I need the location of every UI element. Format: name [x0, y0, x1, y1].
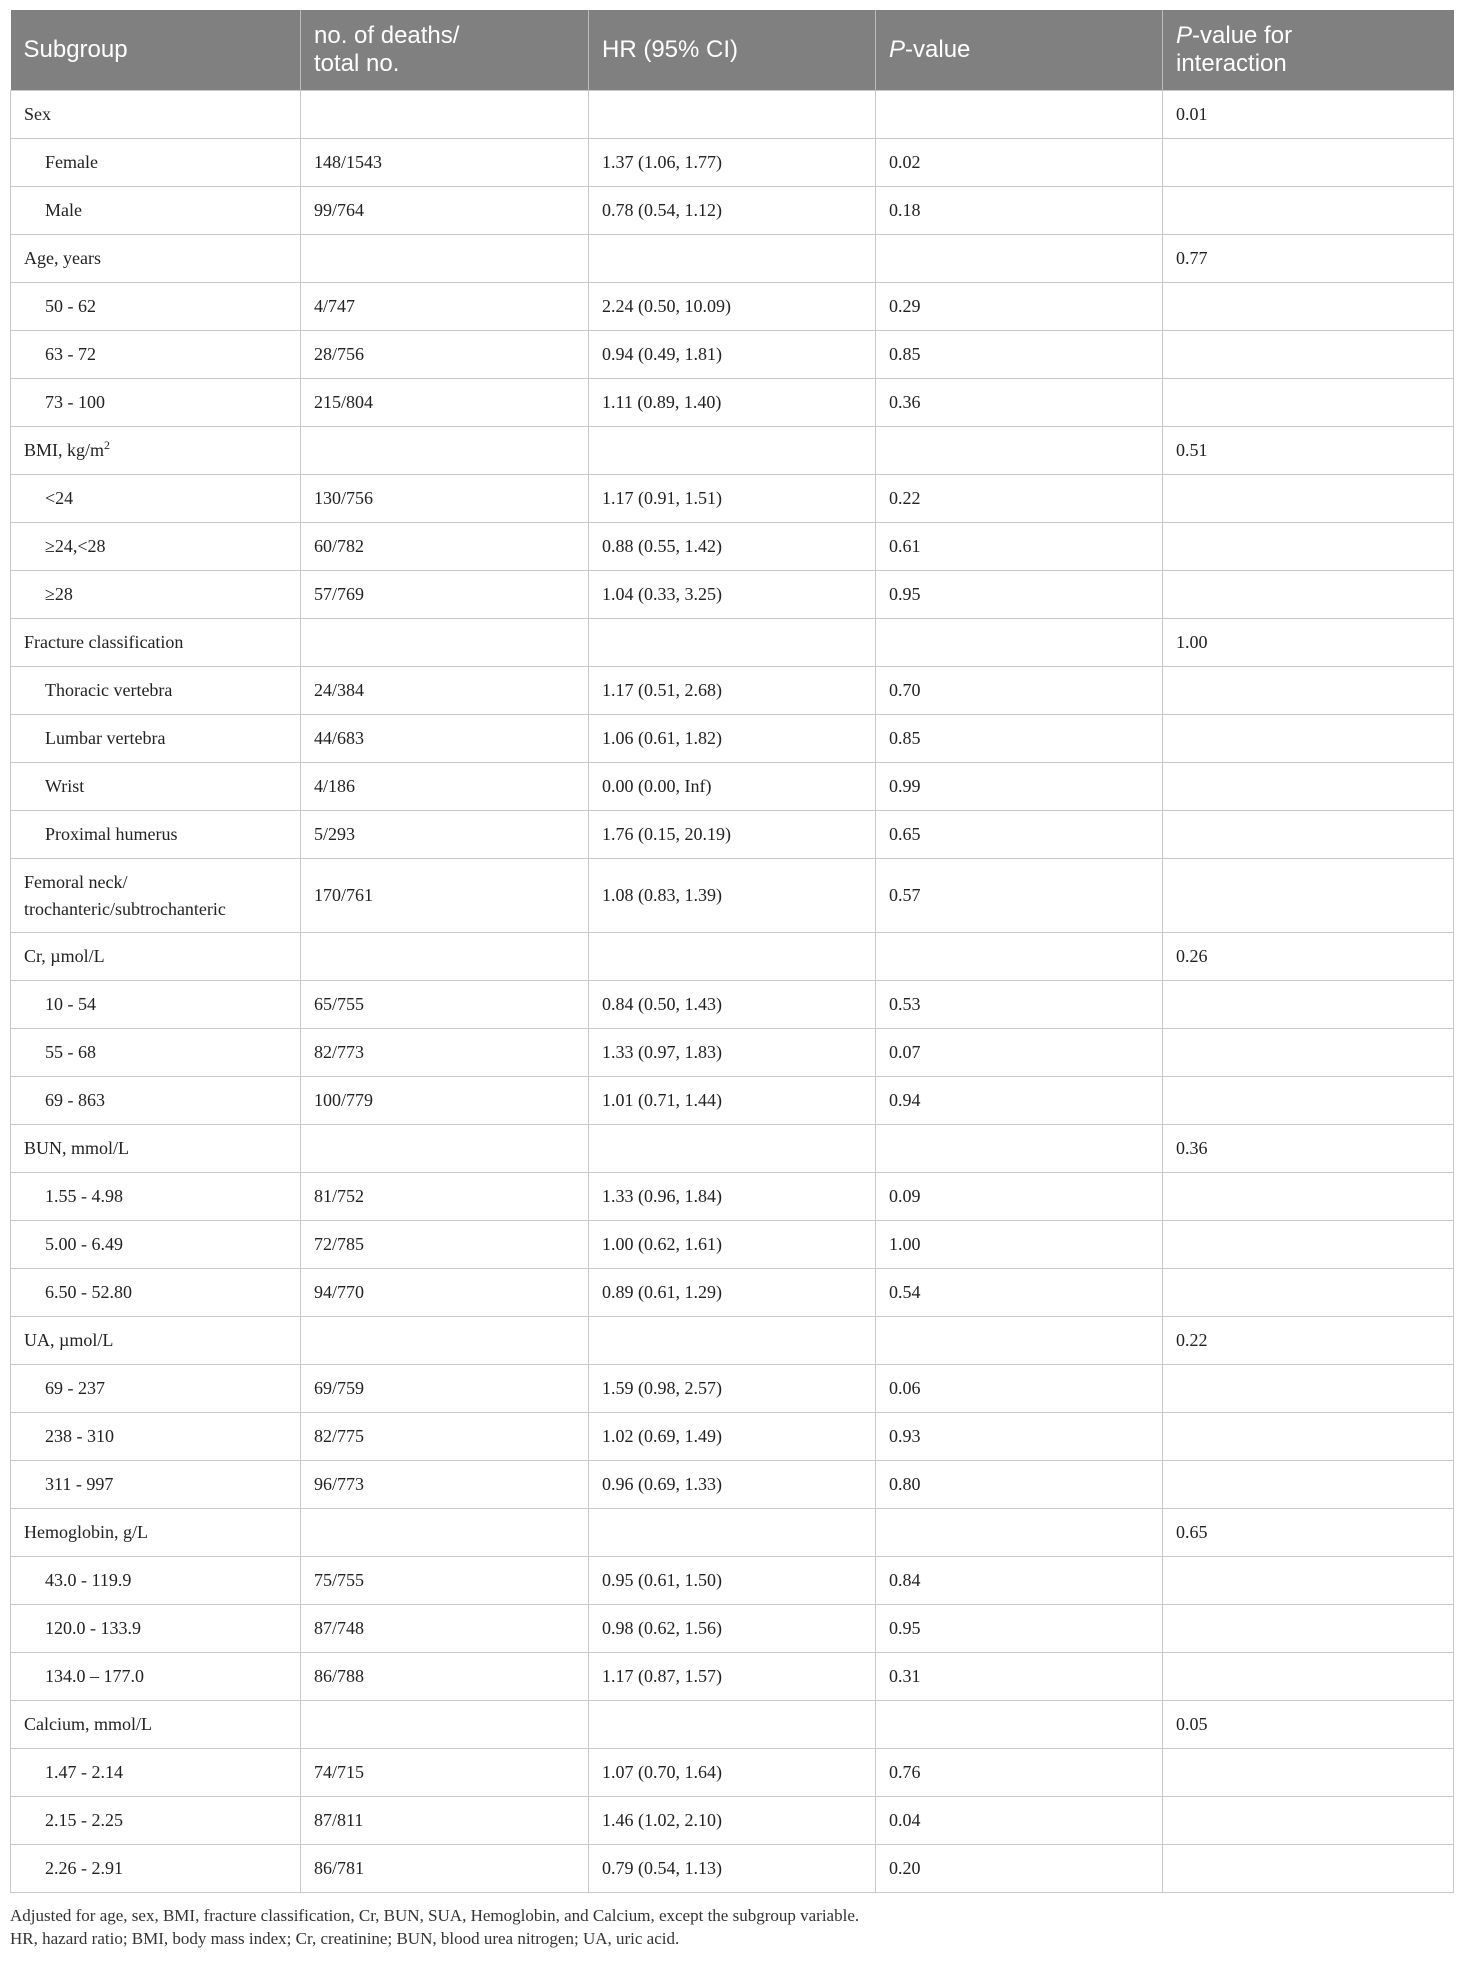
p-value-cell: [876, 235, 1163, 283]
deaths-cell: 74/715: [301, 1749, 589, 1797]
deaths-cell: 4/747: [301, 283, 589, 331]
deaths-cell: [301, 1317, 589, 1365]
subgroup-label: ≥24,<28: [45, 536, 106, 556]
header-pint-italic: P: [1176, 22, 1193, 49]
hr-ci-cell: 1.07 (0.70, 1.64): [589, 1749, 876, 1797]
table-row: [11, 933, 1454, 981]
subgroup-label: Sex: [24, 104, 51, 124]
hr-ci-cell: [589, 91, 876, 139]
table-row: [11, 1029, 1454, 1077]
subgroup-category-cell: [11, 1701, 301, 1749]
p-interaction-cell: [1163, 1413, 1454, 1461]
subgroup-label: 10 - 54: [45, 994, 96, 1014]
header-p-rest: -value: [905, 36, 971, 63]
subgroup-label: 311 - 997: [45, 1474, 114, 1494]
deaths-cell: 75/755: [301, 1557, 589, 1605]
p-value-cell: 0.95: [876, 571, 1163, 619]
header-subgroup: [11, 10, 301, 91]
deaths-cell: 81/752: [301, 1173, 589, 1221]
subgroup-label: BMI, kg/m: [24, 440, 105, 460]
subgroup-label: Femoral neck/: [24, 871, 128, 892]
p-interaction-cell: 0.05: [1163, 1701, 1454, 1749]
deaths-cell: 96/773: [301, 1461, 589, 1509]
hr-ci-cell: 0.95 (0.61, 1.50): [589, 1557, 876, 1605]
deaths-cell: 65/755: [301, 981, 589, 1029]
subgroup-label: 2.26 - 2.91: [45, 1858, 123, 1878]
table-row: [11, 1701, 1454, 1749]
hr-ci-cell: 1.33 (0.97, 1.83): [589, 1029, 876, 1077]
p-interaction-cell: 0.65: [1163, 1509, 1454, 1557]
hr-ci-cell: [589, 235, 876, 283]
hr-ci-cell: [589, 933, 876, 981]
hr-ci-cell: 1.06 (0.61, 1.82): [589, 715, 876, 763]
hr-ci-cell: 1.17 (0.91, 1.51): [589, 475, 876, 523]
hr-ci-cell: [589, 619, 876, 667]
deaths-cell: 82/773: [301, 1029, 589, 1077]
table-row: [11, 235, 1454, 283]
p-value-cell: 0.31: [876, 1653, 1163, 1701]
p-value-cell: 0.53: [876, 981, 1163, 1029]
subgroup-label: Proximal humerus: [45, 824, 178, 844]
p-value-cell: [876, 1509, 1163, 1557]
header-hr: [589, 10, 876, 91]
table-row: [11, 523, 1454, 571]
table-row: [11, 139, 1454, 187]
deaths-cell: 87/811: [301, 1797, 589, 1845]
table-row: [11, 1557, 1454, 1605]
p-interaction-cell: [1163, 1365, 1454, 1413]
subgroup-level-cell: [11, 1653, 301, 1701]
table-row: [11, 1845, 1454, 1893]
subgroup-level-cell: [11, 1029, 301, 1077]
table-row: [11, 981, 1454, 1029]
table-body: [11, 91, 1454, 1893]
p-interaction-cell: [1163, 1269, 1454, 1317]
table-row: [11, 1413, 1454, 1461]
subgroup-label: 69 - 863: [45, 1090, 105, 1110]
subgroup-level-cell: [11, 1557, 301, 1605]
header-p-italic: P: [889, 36, 906, 63]
subgroup-level-cell: [11, 981, 301, 1029]
p-interaction-cell: [1163, 1749, 1454, 1797]
hr-ci-cell: 1.02 (0.69, 1.49): [589, 1413, 876, 1461]
table-row: [11, 283, 1454, 331]
hr-ci-cell: [589, 1509, 876, 1557]
p-value-cell: 0.02: [876, 139, 1163, 187]
subgroup-label: 73 - 100: [45, 392, 105, 412]
subgroup-category-cell: [11, 235, 301, 283]
deaths-cell: 24/384: [301, 667, 589, 715]
table-row: [11, 1077, 1454, 1125]
deaths-cell: [301, 235, 589, 283]
hr-ci-cell: [589, 1125, 876, 1173]
deaths-cell: 148/1543: [301, 139, 589, 187]
p-value-cell: [876, 1701, 1163, 1749]
table-row: [11, 1317, 1454, 1365]
p-value-cell: 0.93: [876, 1413, 1163, 1461]
p-value-cell: 0.95: [876, 1605, 1163, 1653]
hr-ci-cell: [589, 427, 876, 475]
header-hr-text: HR (95% CI): [602, 36, 739, 63]
table-row: [11, 1797, 1454, 1845]
table-row: [11, 811, 1454, 859]
p-value-cell: 0.54: [876, 1269, 1163, 1317]
subgroup-label: Wrist: [45, 776, 85, 796]
table-row: [11, 1653, 1454, 1701]
subgroup-label: Hemoglobin, g/L: [24, 1522, 148, 1542]
subgroup-label-line2: trochanteric/subtrochanteric: [24, 898, 226, 919]
subgroup-label: <24: [45, 488, 74, 508]
p-value-cell: 0.85: [876, 715, 1163, 763]
table-row: [11, 1173, 1454, 1221]
subgroup-level-cell: [11, 139, 301, 187]
table-row: [11, 1605, 1454, 1653]
deaths-cell: 57/769: [301, 571, 589, 619]
subgroup-level-cell: [11, 1461, 301, 1509]
deaths-cell: 170/761: [301, 859, 589, 933]
deaths-cell: 4/186: [301, 763, 589, 811]
subgroup-label: 1.55 - 4.98: [45, 1186, 123, 1206]
subgroup-level-cell: [11, 1221, 301, 1269]
hr-ci-cell: 1.00 (0.62, 1.61): [589, 1221, 876, 1269]
subgroup-label: 43.0 - 119.9: [45, 1570, 132, 1590]
subgroup-level-cell: [11, 331, 301, 379]
deaths-cell: 94/770: [301, 1269, 589, 1317]
subgroup-level-cell: [11, 1845, 301, 1893]
deaths-cell: [301, 619, 589, 667]
p-interaction-cell: [1163, 1077, 1454, 1125]
table-row: [11, 91, 1454, 139]
subgroup-level-cell: [11, 715, 301, 763]
p-interaction-cell: [1163, 475, 1454, 523]
subgroup-level-cell: [11, 1269, 301, 1317]
deaths-cell: [301, 1125, 589, 1173]
subgroup-label: BUN, mmol/L: [24, 1138, 130, 1158]
subgroup-level-cell: [11, 667, 301, 715]
subgroup-level-cell: [11, 1749, 301, 1797]
subgroup-level-cell: [11, 379, 301, 427]
p-value-cell: 0.65: [876, 811, 1163, 859]
footnote-abbreviations: HR, hazard ratio; BMI, body mass index; Cr, creatinine; BUN, blood urea nitrogen; UA, uric acid.: [10, 1929, 680, 1948]
subgroup-level-cell: [11, 1413, 301, 1461]
header-deaths: [301, 10, 589, 91]
p-interaction-cell: 0.51: [1163, 427, 1454, 475]
subgroup-label: Calcium, mmol/L: [24, 1714, 152, 1734]
table-row: [11, 667, 1454, 715]
p-value-cell: 0.57: [876, 859, 1163, 933]
deaths-cell: 69/759: [301, 1365, 589, 1413]
subgroup-label: 2.15 - 2.25: [45, 1810, 123, 1830]
p-interaction-cell: 0.01: [1163, 91, 1454, 139]
p-interaction-cell: [1163, 187, 1454, 235]
p-interaction-cell: [1163, 811, 1454, 859]
subgroup-label: 6.50 - 52.80: [45, 1282, 132, 1302]
subgroup-level-cell: [11, 1173, 301, 1221]
p-value-cell: [876, 91, 1163, 139]
p-interaction-cell: [1163, 571, 1454, 619]
subgroup-label: 63 - 72: [45, 344, 96, 364]
deaths-cell: [301, 933, 589, 981]
subgroup-label-superscript: 2: [104, 438, 111, 452]
p-interaction-cell: [1163, 1557, 1454, 1605]
deaths-cell: 82/775: [301, 1413, 589, 1461]
header-p-interaction: [1163, 10, 1454, 91]
hr-ci-cell: 1.17 (0.87, 1.57): [589, 1653, 876, 1701]
p-interaction-cell: [1163, 715, 1454, 763]
p-value-cell: 0.36: [876, 379, 1163, 427]
hr-ci-cell: 0.94 (0.49, 1.81): [589, 331, 876, 379]
p-interaction-cell: [1163, 139, 1454, 187]
hr-ci-cell: 0.89 (0.61, 1.29): [589, 1269, 876, 1317]
deaths-cell: 44/683: [301, 715, 589, 763]
p-value-cell: 0.76: [876, 1749, 1163, 1797]
p-interaction-cell: 0.36: [1163, 1125, 1454, 1173]
p-interaction-cell: [1163, 283, 1454, 331]
hr-ci-cell: 1.59 (0.98, 2.57): [589, 1365, 876, 1413]
subgroup-label: Female: [45, 152, 98, 172]
table-row: [11, 1125, 1454, 1173]
subgroup-level-cell: [11, 1797, 301, 1845]
subgroup-level-cell: [11, 283, 301, 331]
hr-ci-cell: 0.78 (0.54, 1.12): [589, 187, 876, 235]
hr-ci-cell: 1.17 (0.51, 2.68): [589, 667, 876, 715]
subgroup-level-cell: [11, 763, 301, 811]
subgroup-analysis-table: [10, 10, 1454, 1893]
hr-ci-cell: 1.01 (0.71, 1.44): [589, 1077, 876, 1125]
p-value-cell: 0.85: [876, 331, 1163, 379]
p-interaction-cell: [1163, 1173, 1454, 1221]
hr-ci-cell: [589, 1317, 876, 1365]
hr-ci-cell: 2.24 (0.50, 10.09): [589, 283, 876, 331]
p-value-cell: 0.22: [876, 475, 1163, 523]
table-row: [11, 619, 1454, 667]
header-p-value: [876, 10, 1163, 91]
p-value-cell: [876, 1317, 1163, 1365]
p-interaction-cell: [1163, 379, 1454, 427]
subgroup-category-cell: [11, 933, 301, 981]
p-value-cell: 0.07: [876, 1029, 1163, 1077]
p-interaction-cell: 0.22: [1163, 1317, 1454, 1365]
deaths-cell: 87/748: [301, 1605, 589, 1653]
p-value-cell: 0.61: [876, 523, 1163, 571]
p-interaction-cell: [1163, 1845, 1454, 1893]
p-value-cell: [876, 427, 1163, 475]
table-header-row: [11, 10, 1454, 91]
subgroup-label: Lumbar vertebra: [45, 728, 166, 748]
p-interaction-cell: 0.26: [1163, 933, 1454, 981]
p-value-cell: 0.94: [876, 1077, 1163, 1125]
subgroup-label: 50 - 62: [45, 296, 96, 316]
p-interaction-cell: [1163, 1029, 1454, 1077]
p-interaction-cell: [1163, 981, 1454, 1029]
subgroup-label: 238 - 310: [45, 1426, 114, 1446]
subgroup-level-cell: [11, 475, 301, 523]
subgroup-level-cell: [11, 187, 301, 235]
hr-ci-cell: 1.08 (0.83, 1.39): [589, 859, 876, 933]
p-value-cell: 0.09: [876, 1173, 1163, 1221]
p-value-cell: 0.20: [876, 1845, 1163, 1893]
subgroup-level-cell: [11, 523, 301, 571]
deaths-cell: 60/782: [301, 523, 589, 571]
subgroup-label: 5.00 - 6.49: [45, 1234, 123, 1254]
table-row: [11, 859, 1454, 933]
table-row: [11, 1461, 1454, 1509]
p-interaction-cell: [1163, 859, 1454, 933]
p-value-cell: 0.04: [876, 1797, 1163, 1845]
subgroup-level-cell: [11, 811, 301, 859]
hr-ci-cell: 1.76 (0.15, 20.19): [589, 811, 876, 859]
table-row: [11, 1749, 1454, 1797]
table-row: [11, 715, 1454, 763]
subgroup-category-cell: [11, 1509, 301, 1557]
results-table-container: [10, 10, 1453, 1893]
header-deaths-line1: no. of deaths/: [314, 22, 460, 49]
subgroup-label: Cr, µmol/L: [24, 946, 105, 966]
subgroup-label: UA, µmol/L: [24, 1330, 114, 1350]
table-row: [11, 475, 1454, 523]
hr-ci-cell: 0.79 (0.54, 1.13): [589, 1845, 876, 1893]
hr-ci-cell: 0.88 (0.55, 1.42): [589, 523, 876, 571]
deaths-cell: 215/804: [301, 379, 589, 427]
subgroup-label: Fracture classification: [24, 632, 184, 652]
header-deaths-line2: total no.: [314, 50, 400, 77]
subgroup-category-cell: [11, 1317, 301, 1365]
deaths-cell: [301, 1701, 589, 1749]
deaths-cell: 99/764: [301, 187, 589, 235]
p-interaction-cell: [1163, 763, 1454, 811]
subgroup-level-cell: [11, 1077, 301, 1125]
hr-ci-cell: 1.33 (0.96, 1.84): [589, 1173, 876, 1221]
p-value-cell: 0.06: [876, 1365, 1163, 1413]
header-pint-rest1: -value for: [1192, 22, 1293, 49]
subgroup-label: 120.0 - 133.9: [45, 1618, 141, 1638]
deaths-cell: 130/756: [301, 475, 589, 523]
table-row: [11, 763, 1454, 811]
table-row: [11, 1365, 1454, 1413]
subgroup-level-cell: [11, 859, 301, 933]
subgroup-label: 69 - 237: [45, 1378, 105, 1398]
hr-ci-cell: 0.84 (0.50, 1.43): [589, 981, 876, 1029]
p-value-cell: 0.18: [876, 187, 1163, 235]
hr-ci-cell: 0.00 (0.00, Inf): [589, 763, 876, 811]
table-row: [11, 1221, 1454, 1269]
subgroup-level-cell: [11, 1365, 301, 1413]
hr-ci-cell: 0.98 (0.62, 1.56): [589, 1605, 876, 1653]
p-interaction-cell: [1163, 331, 1454, 379]
p-value-cell: [876, 619, 1163, 667]
table-row: [11, 1509, 1454, 1557]
table-row: [11, 187, 1454, 235]
p-value-cell: [876, 1125, 1163, 1173]
deaths-cell: [301, 91, 589, 139]
subgroup-label: ≥28: [45, 584, 73, 604]
table-row: [11, 427, 1454, 475]
subgroup-label: Age, years: [24, 248, 101, 268]
deaths-cell: 72/785: [301, 1221, 589, 1269]
p-interaction-cell: [1163, 1797, 1454, 1845]
subgroup-category-cell: [11, 619, 301, 667]
p-interaction-cell: [1163, 1461, 1454, 1509]
p-interaction-cell: 1.00: [1163, 619, 1454, 667]
deaths-cell: [301, 1509, 589, 1557]
subgroup-category-cell: [11, 91, 301, 139]
subgroup-label: 134.0 – 177.0: [45, 1666, 144, 1686]
p-value-cell: 0.80: [876, 1461, 1163, 1509]
p-interaction-cell: 0.77: [1163, 235, 1454, 283]
p-value-cell: 1.00: [876, 1221, 1163, 1269]
subgroup-level-cell: [11, 1605, 301, 1653]
p-interaction-cell: [1163, 1653, 1454, 1701]
deaths-cell: 86/781: [301, 1845, 589, 1893]
table-footnotes: [10, 1904, 1453, 1950]
subgroup-label: 55 - 68: [45, 1042, 96, 1062]
subgroup-level-cell: [11, 571, 301, 619]
p-value-cell: 0.70: [876, 667, 1163, 715]
deaths-cell: [301, 427, 589, 475]
p-value-cell: 0.99: [876, 763, 1163, 811]
header-subgroup-text: Subgroup: [23, 36, 128, 63]
hr-ci-cell: [589, 1701, 876, 1749]
table-row: [11, 571, 1454, 619]
subgroup-label: 1.47 - 2.14: [45, 1762, 123, 1782]
hr-ci-cell: 1.46 (1.02, 2.10): [589, 1797, 876, 1845]
subgroup-label: Male: [45, 200, 82, 220]
deaths-cell: 5/293: [301, 811, 589, 859]
subgroup-label: Thoracic vertebra: [45, 680, 173, 700]
deaths-cell: 28/756: [301, 331, 589, 379]
table-row: [11, 379, 1454, 427]
p-interaction-cell: [1163, 1605, 1454, 1653]
p-value-cell: [876, 933, 1163, 981]
hr-ci-cell: 0.96 (0.69, 1.33): [589, 1461, 876, 1509]
hr-ci-cell: 1.37 (1.06, 1.77): [589, 139, 876, 187]
table-row: [11, 1269, 1454, 1317]
table-row: [11, 331, 1454, 379]
p-value-cell: 0.29: [876, 283, 1163, 331]
p-interaction-cell: [1163, 523, 1454, 571]
hr-ci-cell: 1.04 (0.33, 3.25): [589, 571, 876, 619]
subgroup-category-cell: [11, 427, 301, 475]
footnote-adjustment: Adjusted for age, sex, BMI, fracture classification, Cr, BUN, SUA, Hemoglobin, and Calcium, except the subgroup variable.: [10, 1906, 860, 1925]
p-interaction-cell: [1163, 667, 1454, 715]
p-value-cell: 0.84: [876, 1557, 1163, 1605]
deaths-cell: 86/788: [301, 1653, 589, 1701]
hr-ci-cell: 1.11 (0.89, 1.40): [589, 379, 876, 427]
p-interaction-cell: [1163, 1221, 1454, 1269]
header-pint-rest2: interaction: [1176, 50, 1287, 77]
deaths-cell: 100/779: [301, 1077, 589, 1125]
subgroup-category-cell: [11, 1125, 301, 1173]
